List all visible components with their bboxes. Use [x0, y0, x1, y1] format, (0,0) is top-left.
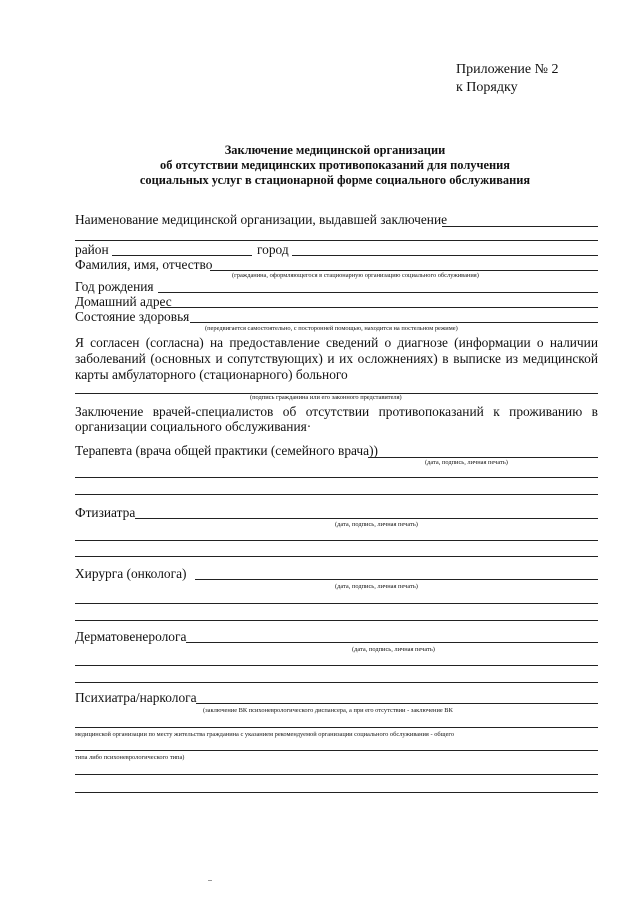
- dermatologist-caption: (дата, подпись, личная печать): [352, 646, 435, 653]
- address-field[interactable]: [160, 307, 598, 308]
- full-name-field[interactable]: [210, 270, 598, 271]
- appendix-order: к Порядку: [456, 80, 518, 95]
- phthisiatrician-caption: (дата, подпись, личная печать): [335, 521, 418, 528]
- address-label: Домашний адрес: [75, 294, 172, 309]
- consent-line-2: заболеваний (основных и сопутствующих) и их осложнениях) в выписке из медицинской: [75, 351, 598, 366]
- phthisiatrician-line-2[interactable]: [75, 556, 598, 557]
- org-name-field[interactable]: [442, 226, 598, 227]
- psychiatrist-sign-field[interactable]: [196, 703, 598, 704]
- title-line-3: социальных услуг в стационарной форме социального обслуживания: [139, 173, 531, 187]
- psychiatrist-line-3[interactable]: [75, 774, 598, 775]
- phthisiatrician-sign-field[interactable]: [135, 518, 598, 519]
- consent-signature-caption: (подпись гражданина или его законного представителя): [250, 394, 402, 401]
- org-name-label: Наименование медицинской организации, выдавшей заключение: [75, 212, 448, 227]
- phthisiatrician-label: Фтизиатра: [75, 505, 136, 520]
- psychiatrist-label: Психиатра/нарколога: [75, 690, 197, 705]
- surgeon-line-2[interactable]: [75, 620, 598, 621]
- full-name-label: Фамилия, имя, отчество: [75, 257, 213, 272]
- consent-line-1: Я согласен (согласна) на предоставление сведений о диагнозе (информации о наличии: [75, 335, 598, 350]
- dermatologist-label: Дерматовенеролога: [75, 629, 187, 644]
- therapist-label: Терапевта (врача общей практики (семейного врача)): [75, 443, 379, 458]
- health-caption: (передвигается самостоятельно, с посторонней помощью, находится на постельном режиме): [205, 325, 458, 332]
- appendix-number: Приложение № 2: [456, 62, 559, 77]
- org-name-field-2[interactable]: [75, 240, 598, 241]
- dermatologist-line-1[interactable]: [75, 665, 598, 666]
- conclusion-line-2: организации социального обслуживания·: [75, 419, 312, 434]
- full-name-caption: (гражданина, оформляющегося в стационарную организацию социального обслуживания): [232, 272, 479, 279]
- psychiatrist-line-4[interactable]: [75, 792, 598, 793]
- therapist-sign-field[interactable]: [368, 457, 598, 458]
- dermatologist-sign-field[interactable]: [186, 642, 598, 643]
- psychiatrist-caption-2: медицинской организации по месту жительства гражданина с указанием рекомендуемой организации социального обслуживания - общего: [75, 731, 455, 738]
- title-line-1: Заключение медицинской организации: [224, 143, 446, 157]
- city-field[interactable]: [292, 255, 598, 256]
- health-label: Состояние здоровья: [75, 309, 190, 324]
- psychiatrist-line-2[interactable]: [75, 750, 598, 751]
- birth-year-field[interactable]: [158, 292, 598, 293]
- therapist-caption: (дата, подпись, личная печать): [425, 459, 508, 466]
- psychiatrist-line-1[interactable]: [75, 727, 598, 728]
- city-label: город: [257, 242, 289, 257]
- dermatologist-line-2[interactable]: [75, 682, 598, 683]
- surgeon-caption: (дата, подпись, личная печать): [335, 583, 418, 590]
- health-field[interactable]: [190, 322, 598, 323]
- district-label: район: [75, 242, 109, 257]
- psychiatrist-caption-1: (заключение ВК психоневрологического диспансера, а при его отсутствии - заключение ВК: [203, 707, 453, 714]
- surgeon-sign-field[interactable]: [195, 579, 598, 580]
- consent-line-3: карты амбулаторного (стационарного) больного: [75, 367, 348, 382]
- therapist-line-2[interactable]: [75, 494, 598, 495]
- title-line-2: об отсутствии медицинских противопоказаний для получения: [160, 158, 510, 172]
- phthisiatrician-line-1[interactable]: [75, 540, 598, 541]
- conclusion-line-1: Заключение врачей-специалистов об отсутствии противопоказаний к проживанию в: [75, 404, 598, 419]
- surgeon-line-1[interactable]: [75, 603, 598, 604]
- birth-year-label: Год рождения: [75, 279, 154, 294]
- district-field[interactable]: [112, 255, 252, 256]
- psychiatrist-caption-3: типа либо психоневрологического типа): [75, 754, 185, 761]
- therapist-line-1[interactable]: [75, 477, 598, 478]
- surgeon-label: Хирурга (онколога): [75, 566, 187, 581]
- scan-speck: [208, 880, 212, 881]
